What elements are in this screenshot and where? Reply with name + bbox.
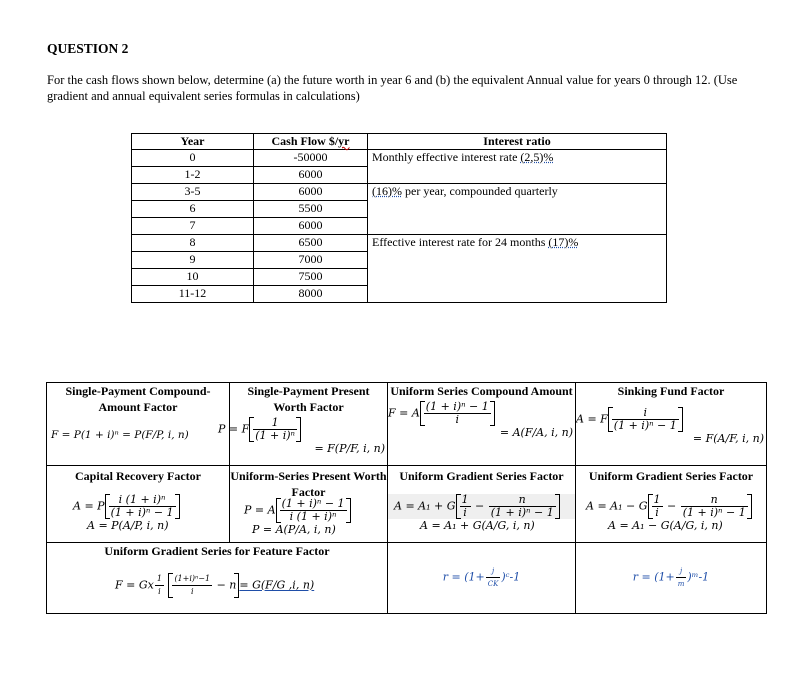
interest-rate-1-value: (2,5)%: [520, 150, 554, 164]
rate-continuous-formula: [388, 565, 575, 590]
gradient-plus-n1: 1: [461, 493, 469, 506]
rate-continuous-suffix: )ᶜ-1: [501, 570, 521, 584]
table-header-row: [132, 134, 667, 150]
year-cell: 6: [132, 201, 254, 218]
interest-rate-cell-1: [368, 150, 667, 184]
rate-periodic-formula: [576, 565, 766, 590]
interest-rate-2-suffix: per year, compounded quarterly: [402, 184, 558, 198]
question-text: For the cash flows shown below, determine (a) the future worth in year 6 and (b) the equivalent Annual value for years 0 through 12. (Use gradient and annual equivalent series formulas in calculations): [47, 73, 738, 103]
year-header: Year: [132, 134, 254, 150]
gradient-future-a-den: i: [158, 587, 161, 596]
gradient-minus-notation: A = A₁ − G(A/G, i, n): [608, 519, 723, 532]
sp-present-den: (1 + i)ⁿ: [255, 429, 296, 442]
sp-compound-formula: F = P(1 + i)ⁿ = P(F/P, i, n): [51, 429, 189, 441]
year-cell: 10: [132, 269, 254, 286]
gradient-minus-formula: A = A₁ − G $\frac{1}{i}$ − $\frac{n}{\text{(1 + i)ⁿ − 1}}$: [576, 494, 766, 519]
year-cell: 1-2: [132, 167, 254, 184]
rate-periodic-prefix: r = (1+: [632, 570, 675, 584]
sp-present-formula: [218, 417, 387, 442]
gradient-future-cell: [47, 543, 388, 614]
gradient-plus-formula: A = A₁ + G $\frac{1}{i}$ − $\frac{n}{\text{(1 + i)ⁿ − 1}}$: [388, 494, 575, 519]
year-cell: 11-12: [132, 286, 254, 303]
cash-flow-cell: 5500: [254, 201, 368, 218]
us-present-notation: P = A(P/A, i, n): [252, 523, 336, 536]
year-cell: 8: [132, 235, 254, 252]
us-present-lhs: P = A: [244, 503, 276, 517]
gradient-future-b-den: i: [190, 587, 194, 596]
sinking-formula: [576, 407, 766, 432]
gradient-plus-title: Uniform Gradient Series Factor: [399, 469, 564, 483]
interest-header: Interest ratio: [368, 134, 667, 150]
year-cell: 0: [132, 150, 254, 167]
gradient-future-tail: − n: [216, 578, 237, 592]
gradient-minus-d1: i: [655, 506, 659, 519]
us-compound-title: Uniform Series Compound Amount: [390, 384, 573, 398]
interest-rate-2-value: (16)%: [372, 184, 402, 198]
gradient-future-title: Uniform Gradient Series for Feature Factor: [104, 544, 330, 558]
gradient-minus-cell: [576, 466, 767, 543]
sp-present-num: 1: [253, 417, 297, 430]
gradient-future-a-num: 1: [155, 573, 164, 586]
formula-row-3: [47, 543, 767, 614]
gradient-plus-n2: n: [489, 494, 556, 507]
gradient-future-notation: = G(F/G ,i, n): [239, 578, 315, 592]
cash-flow-header-unit: yr: [338, 134, 350, 148]
capital-recovery-notation: A = P(A/P, i, n): [87, 519, 169, 532]
interest-rate-3-prefix: Effective interest rate for 24 months: [372, 235, 549, 249]
question-title: QUESTION 2: [47, 41, 129, 56]
capital-recovery-den: (1 + i)ⁿ − 1: [110, 506, 174, 519]
gradient-minus-title: Uniform Gradient Series Factor: [588, 469, 754, 483]
cash-flow-cell: 7000: [254, 252, 368, 269]
rate-continuous-den: CK: [487, 580, 499, 588]
us-present-formula: [230, 498, 387, 523]
sinking-num: i: [612, 407, 679, 420]
us-present-den: i (1 + i)ⁿ: [289, 510, 337, 523]
table-row: [132, 150, 667, 167]
gradient-plus-cell: [388, 466, 576, 543]
sp-present-lhs: P = F: [218, 422, 250, 436]
sp-present-notation: = F(P/F, i, n): [314, 442, 385, 455]
gradient-plus-lhs: A = A₁ + G: [394, 499, 456, 513]
interest-rate-cell-3: [368, 235, 667, 303]
rate-continuous-prefix: r = (1+: [442, 570, 485, 584]
gradient-minus-n2: n: [681, 494, 748, 507]
cash-flow-table: [131, 133, 667, 303]
cash-flow-cell: 8000: [254, 286, 368, 303]
gradient-future-lhs: F = Gx: [115, 578, 154, 592]
sp-present-cell: [218, 383, 388, 466]
gradient-minus-n1: 1: [653, 493, 661, 506]
interest-rate-cell-2: [368, 184, 667, 235]
interest-rate-3-value: (17)%: [548, 235, 579, 249]
sinking-lhs: A = F: [576, 412, 608, 426]
year-cell: 9: [132, 252, 254, 269]
gradient-plus-notation: A = A₁ + G(A/G, i, n): [420, 519, 535, 532]
cash-flow-cell: 6000: [254, 218, 368, 235]
table-row: [132, 184, 667, 201]
capital-recovery-num: i (1 + i)ⁿ: [109, 494, 176, 507]
cash-flow-cell: -50000: [254, 150, 368, 167]
formula-row-1: [47, 383, 767, 466]
sp-compound-cell: [47, 383, 230, 466]
formula-row-2: [47, 466, 767, 543]
cash-flow-cell: 6000: [254, 184, 368, 201]
cash-flow-cell: 7500: [254, 269, 368, 286]
capital-recovery-cell: [47, 466, 230, 543]
gradient-minus-d2: (1 + i)ⁿ − 1: [682, 506, 746, 519]
sp-present-title: Single-Payment Present Worth Factor: [247, 384, 370, 414]
capital-recovery-formula: [47, 494, 229, 519]
us-compound-formula: [388, 401, 575, 426]
rate-continuous-cell: [388, 543, 576, 614]
gradient-plus-d1: i: [463, 506, 467, 519]
rate-periodic-cell: [576, 543, 767, 614]
capital-recovery-lhs: A = P: [73, 499, 105, 513]
gradient-minus-lhs: A = A₁ − G: [586, 499, 648, 513]
us-compound-cell: [388, 383, 576, 466]
gradient-future-b-num: (1+i)ⁿ−1: [172, 573, 212, 586]
interest-rate-1-prefix: Monthly effective interest rate: [372, 150, 521, 164]
rate-periodic-num: j: [676, 565, 687, 578]
rate-continuous-num: j: [486, 565, 501, 578]
year-cell: 7: [132, 218, 254, 235]
gradient-plus-d2: (1 + i)ⁿ − 1: [490, 506, 554, 519]
rate-periodic-den: m: [677, 580, 685, 588]
us-compound-notation: = A(F/A, i, n): [499, 426, 573, 439]
cash-flow-header-prefix: Cash Flow $/: [271, 134, 339, 148]
cash-flow-cell: 6500: [254, 235, 368, 252]
gradient-future-formula: [47, 573, 387, 598]
sinking-title: Sinking Fund Factor: [617, 384, 725, 398]
formula-table: [46, 382, 767, 614]
cash-flow-header: [254, 134, 368, 150]
us-compound-num: (1 + i)ⁿ − 1: [425, 400, 489, 413]
rate-periodic-suffix: )ᵐ-1: [687, 570, 710, 584]
year-cell: 3-5: [132, 184, 254, 201]
cash-flow-cell: 6000: [254, 167, 368, 184]
us-compound-den: i: [455, 413, 460, 426]
us-compound-lhs: F = A: [388, 406, 420, 420]
us-present-num: (1 + i)ⁿ − 1: [281, 497, 345, 510]
table-row: [132, 235, 667, 252]
us-present-title: Uniform-Series Present Worth Factor: [230, 469, 387, 499]
sinking-notation: = F(A/F, i, n): [692, 432, 764, 445]
capital-recovery-title: Capital Recovery Factor: [75, 469, 201, 483]
sp-compound-title: Single-Payment Compound-Amount Factor: [65, 384, 211, 414]
us-present-cell: [230, 466, 388, 543]
sinking-cell: [576, 383, 767, 466]
sinking-den: (1 + i)ⁿ − 1: [613, 419, 677, 432]
